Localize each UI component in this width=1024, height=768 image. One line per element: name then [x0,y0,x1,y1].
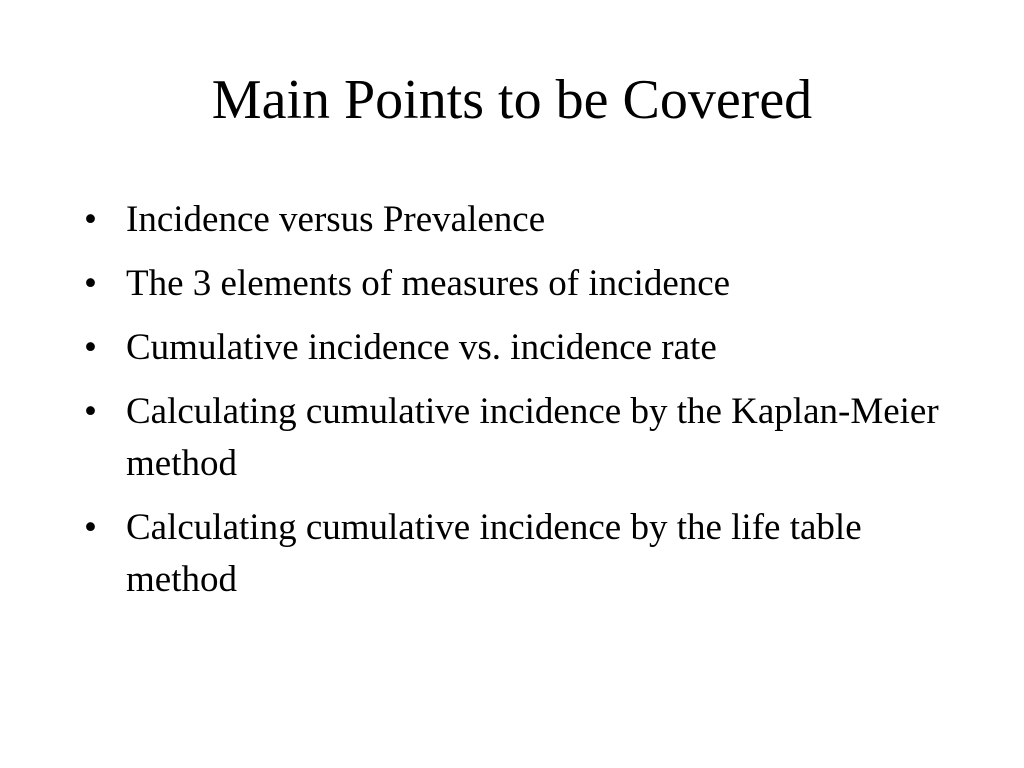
list-item [84,194,964,246]
slide-title: Main Points to be Covered [211,69,813,131]
bullet-text: Calculating cumulative incidence by the life table method [126,507,862,600]
bullet-icon: • [84,199,97,240]
list-item [84,502,964,606]
bullet-icon: • [84,391,97,432]
bullet-icon: • [84,263,97,304]
list-item [84,322,964,374]
bullet-icon: • [84,327,97,368]
bullet-text: Calculating cumulative incidence by the Kaplan-Meier method [126,391,939,484]
list-item [84,386,964,490]
bullet-text: Incidence versus Prevalence [126,199,546,240]
bullet-text: Cumulative incidence vs. incidence rate [126,327,717,368]
list-item [84,258,964,310]
bullet-text: The 3 elements of measures of incidence [126,263,731,304]
bullet-icon: • [84,507,97,548]
bullet-list [84,194,964,618]
